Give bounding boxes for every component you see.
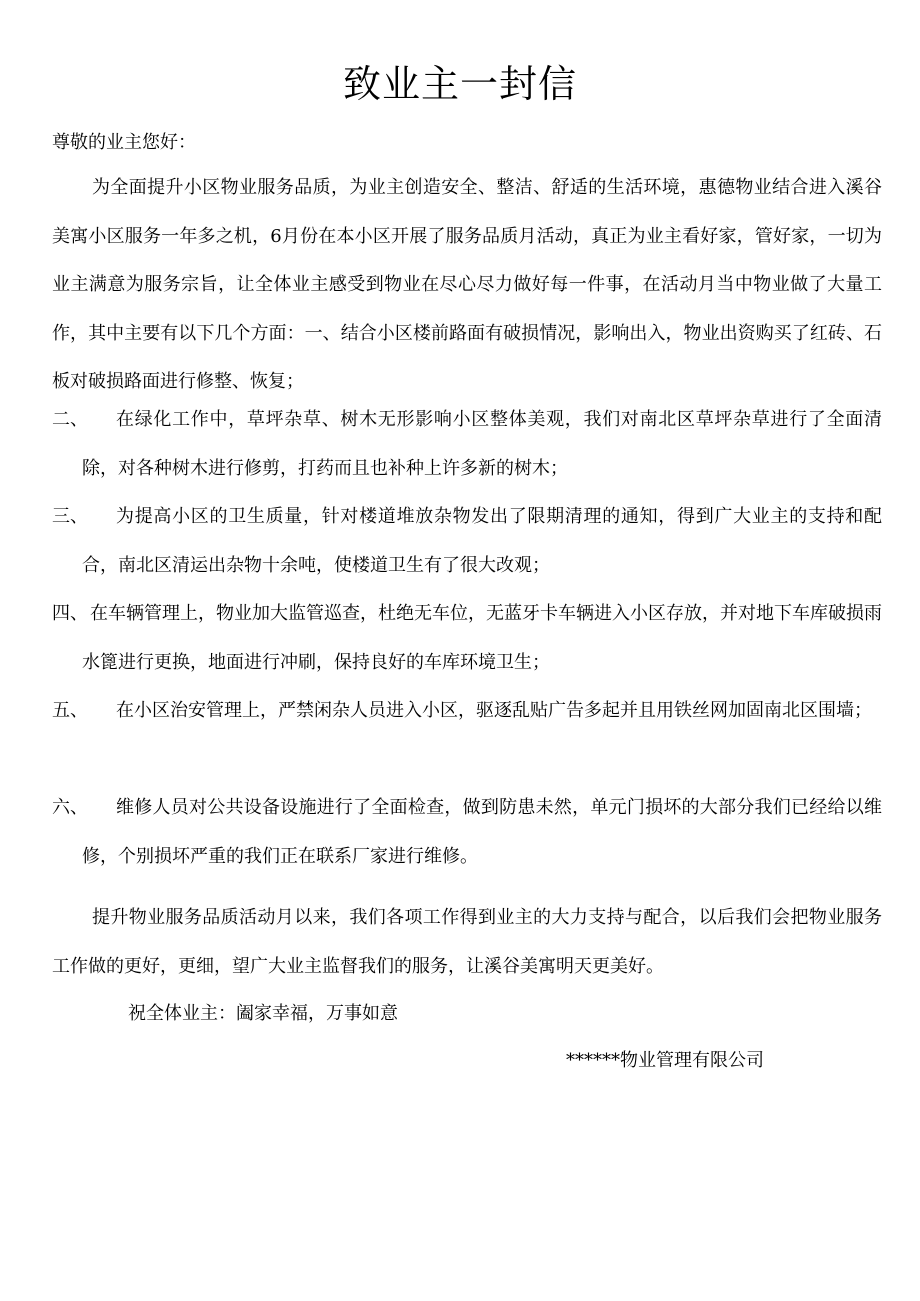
item-text: 在绿化工作中，草坪杂草、树木无形影响小区整体美观，我们对南北区草坪杂草进行了全面清除，对各种树木进行修剪，打药而且也补种上许多新的树木； — [82, 409, 882, 479]
item-text: 在小区治安管理上，严禁闲杂人员进入小区，驱逐乱贴广告多起并且用铁丝网加固南北区围墙； — [116, 700, 872, 721]
item-number: 三、 — [52, 506, 88, 527]
item-number: 四、 — [52, 603, 88, 624]
closing-wish: 祝全体业主：阖家幸福，万事如意 — [128, 1003, 398, 1024]
item-number: 二、 — [52, 409, 88, 430]
list-item — [52, 504, 882, 601]
list-item — [52, 795, 882, 892]
list-item — [52, 601, 882, 698]
item-number: 五、 — [52, 700, 88, 721]
list-item — [52, 407, 882, 504]
letter-title: 致业主一封信 — [342, 62, 577, 106]
greeting: 尊敬的业主您好： — [52, 132, 196, 153]
list-item — [52, 698, 882, 747]
item-text: 在车辆管理上，物业加大监管巡查，杜绝无车位，无蓝牙卡车辆进入小区存放，并对地下车库破损雨水篦进行更换，地面进行冲刷，保持良好的车库环境卫生； — [82, 603, 882, 673]
item-number: 六、 — [52, 797, 88, 818]
item-text: 维修人员对公共设备设施进行了全面检查，做到防患未然，单元门损坏的大部分我们已经给以维修，个别损坏严重的我们正在联系厂家进行维修。 — [82, 797, 882, 867]
intro-paragraph: 为全面提升小区物业服务品质，为业主创造安全、整洁、舒适的生活环境，惠德物业结合进入溪谷美寓小区服务一年多之机，6月份在本小区开展了服务品质月活动，真正为业主看好家，管好家，一切为业主满意为服务宗旨，让全体业主感受到物业在尽心尽力做好每一件事，在活动月当中物业做了大量工作，其中主要有以下几个方面：一、结合小区楼前路面有破损情况，影响出入，物业出资购买了红砖、石板对破损路面进行修整、恢复； — [52, 177, 882, 392]
closing-paragraph: 提升物业服务品质活动月以来，我们各项工作得到业主的大力支持与配合，以后我们会把物业服务工作做的更好，更细，望广大业主监督我们的服务，让溪谷美寓明天更美好。 — [52, 907, 882, 977]
item-text: 为提高小区的卫生质量，针对楼道堆放杂物发出了限期清理的通知，得到广大业主的支持和配合，南北区清运出杂物十余吨，使楼道卫生有了很大改观； — [82, 506, 882, 576]
signature: ******物业管理有限公司 — [566, 1050, 764, 1071]
